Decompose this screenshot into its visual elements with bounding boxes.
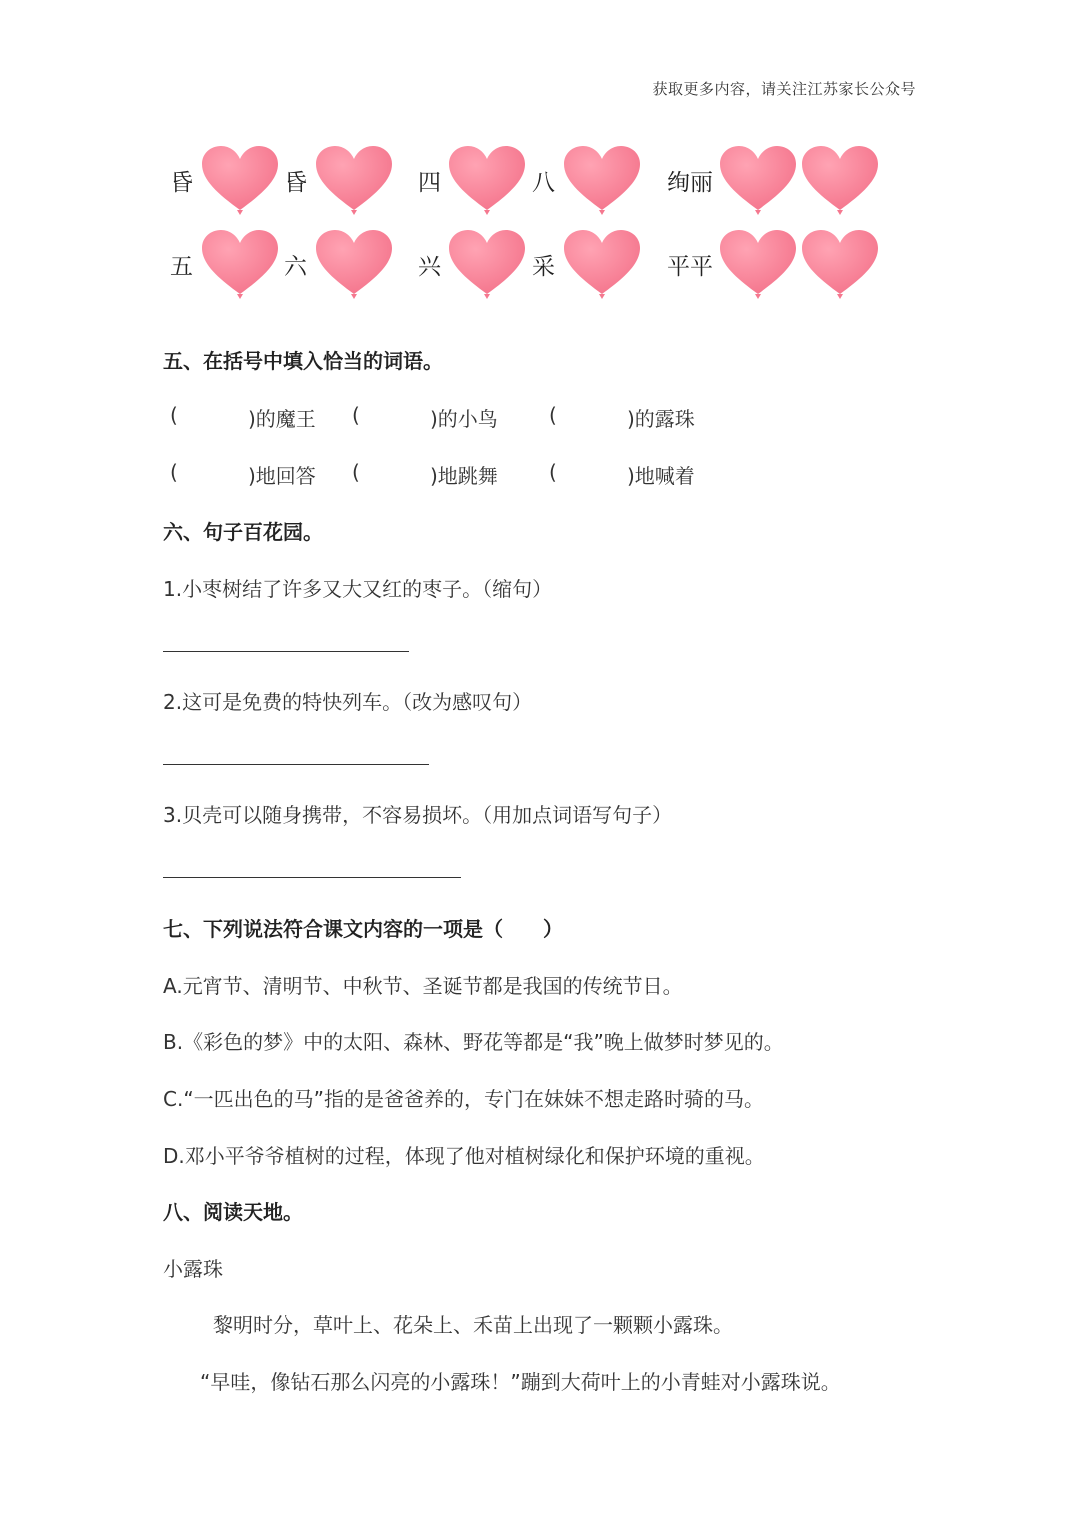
sentence-task-1: 1.小枣树结了许多又大又红的枣子。（缩句） — [163, 577, 553, 601]
story-paragraph-2: “早哇，像钻石那么闪亮的小露珠！”蹦到大荷叶上的小青蛙对小露珠说。 — [200, 1370, 841, 1394]
fill-blank-text: )地跳舞 — [430, 464, 498, 488]
answer-line-2[interactable] — [163, 764, 429, 765]
fill-blank-text: )地喊着 — [627, 464, 695, 488]
story-paragraph-1: 黎明时分，草叶上、花朵上、禾苗上出现了一颗颗小露珠。 — [213, 1313, 733, 1337]
heart-balloon-icon[interactable] — [800, 228, 880, 300]
answer-line-3[interactable] — [163, 877, 461, 878]
heart-balloon-icon[interactable] — [562, 144, 642, 216]
option-d[interactable]: D.邓小平爷爷植树的过程，体现了他对植树绿化和保护环境的重视。 — [163, 1144, 765, 1168]
heart-label: 平平 — [667, 254, 713, 280]
heart-balloon-icon[interactable] — [718, 228, 798, 300]
heart-balloon-icon[interactable] — [447, 228, 527, 300]
open-paren: ( — [352, 460, 360, 484]
heart-label: 采 — [532, 254, 555, 280]
section-8-title: 八、阅读天地。 — [163, 1200, 303, 1224]
fill-blank-text: )的魔王 — [248, 407, 316, 431]
option-b[interactable]: B.《彩色的梦》中的太阳、森林、野花等都是“我”晚上做梦时梦见的。 — [163, 1030, 784, 1054]
section-7-title: 七、下列说法符合课文内容的一项是（ ） — [163, 917, 563, 941]
fill-blank-text: )的露珠 — [627, 407, 695, 431]
heart-label: 八 — [532, 170, 555, 196]
option-a[interactable]: A.元宵节、清明节、中秋节、圣诞节都是我国的传统节日。 — [163, 974, 683, 998]
heart-row-2 — [0, 224, 1080, 304]
open-paren: ( — [352, 403, 360, 427]
section-6-title: 六、句子百花园。 — [163, 520, 323, 544]
heart-label: 绚丽 — [667, 170, 713, 196]
fill-blank-text: )地回答 — [248, 464, 316, 488]
heart-label: 昏 — [284, 170, 307, 196]
answer-line-1[interactable] — [163, 651, 409, 652]
open-paren: ( — [170, 403, 178, 427]
heart-label: 昏 — [170, 170, 193, 196]
heart-balloon-icon[interactable] — [200, 144, 280, 216]
heart-label: 兴 — [418, 254, 441, 280]
story-title: 小露珠 — [163, 1257, 223, 1281]
heart-balloon-icon[interactable] — [314, 228, 394, 300]
heart-row-1 — [0, 140, 1080, 220]
header-note: 获取更多内容，请关注江苏家长公众号 — [652, 80, 916, 98]
heart-balloon-icon[interactable] — [200, 228, 280, 300]
heart-balloon-icon[interactable] — [447, 144, 527, 216]
heart-balloon-icon[interactable] — [314, 144, 394, 216]
open-paren: ( — [170, 460, 178, 484]
heart-balloon-icon[interactable] — [718, 144, 798, 216]
heart-label: 六 — [284, 254, 307, 280]
heart-balloon-icon[interactable] — [800, 144, 880, 216]
sentence-task-2: 2.这可是免费的特快列车。（改为感叹句） — [163, 690, 533, 714]
heart-label: 五 — [170, 254, 193, 280]
option-c[interactable]: C.“一匹出色的马”指的是爸爸养的，专门在妹妹不想走路时骑的马。 — [163, 1087, 765, 1111]
sentence-task-3: 3.贝壳可以随身携带，不容易损坏。（用加点词语写句子） — [163, 803, 673, 827]
open-paren: ( — [549, 403, 557, 427]
heart-balloon-icon[interactable] — [562, 228, 642, 300]
open-paren: ( — [549, 460, 557, 484]
section-5-title: 五、在括号中填入恰当的词语。 — [163, 349, 443, 373]
heart-label: 四 — [418, 170, 441, 196]
fill-blank-text: )的小鸟 — [430, 407, 498, 431]
